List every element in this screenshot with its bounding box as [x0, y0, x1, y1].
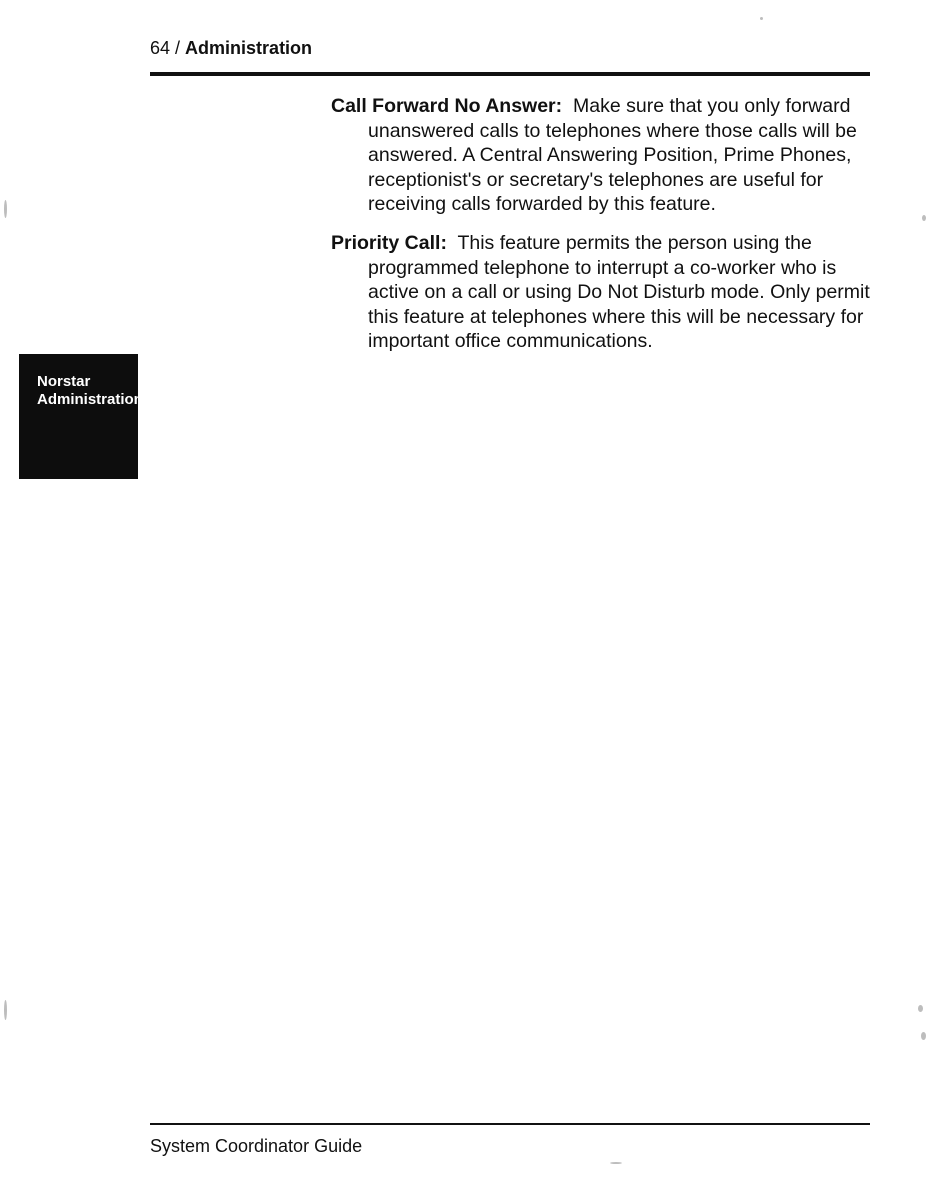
scan-speck: [4, 1000, 7, 1020]
entry-term: Call Forward No Answer:: [331, 95, 563, 117]
entry-text: This feature permits the person using the programmed telephone to interrupt a co-worker who is active on a call or using Do Not Disturb mode. Only permit this feature at telephones where this will be necessary for important office communications.: [368, 231, 870, 353]
header-rule: [150, 72, 870, 76]
entry-text: Make sure that you only forward unanswered calls to telephones where those calls will be answered. A Central Answering Position, Prime Phones, receptionist's or secretary's telephones are useful for receiving calls forwarded by this feature.: [368, 95, 857, 216]
footer-title: System Coordinator Guide: [150, 1136, 363, 1156]
section-tab: [19, 354, 143, 479]
scan-speck: [610, 1162, 622, 1164]
section-tab-line1: Norstar: [37, 373, 91, 390]
entry-priority-call: [331, 231, 876, 354]
scan-speck: [922, 215, 926, 221]
scan-speck: [921, 1032, 926, 1040]
scan-speck: [760, 17, 763, 20]
entry-call-forward-no-answer: [331, 94, 876, 217]
section-title: Administration: [185, 38, 313, 58]
scan-speck: [4, 200, 7, 218]
footer-rule: [150, 1123, 870, 1125]
running-header: [150, 37, 312, 59]
page-number: 64 /: [150, 38, 181, 58]
entry-term: Priority Call:: [331, 231, 447, 254]
main-content: [331, 94, 876, 368]
scan-speck: [918, 1005, 923, 1012]
section-tab-line2: Administration: [37, 391, 143, 408]
